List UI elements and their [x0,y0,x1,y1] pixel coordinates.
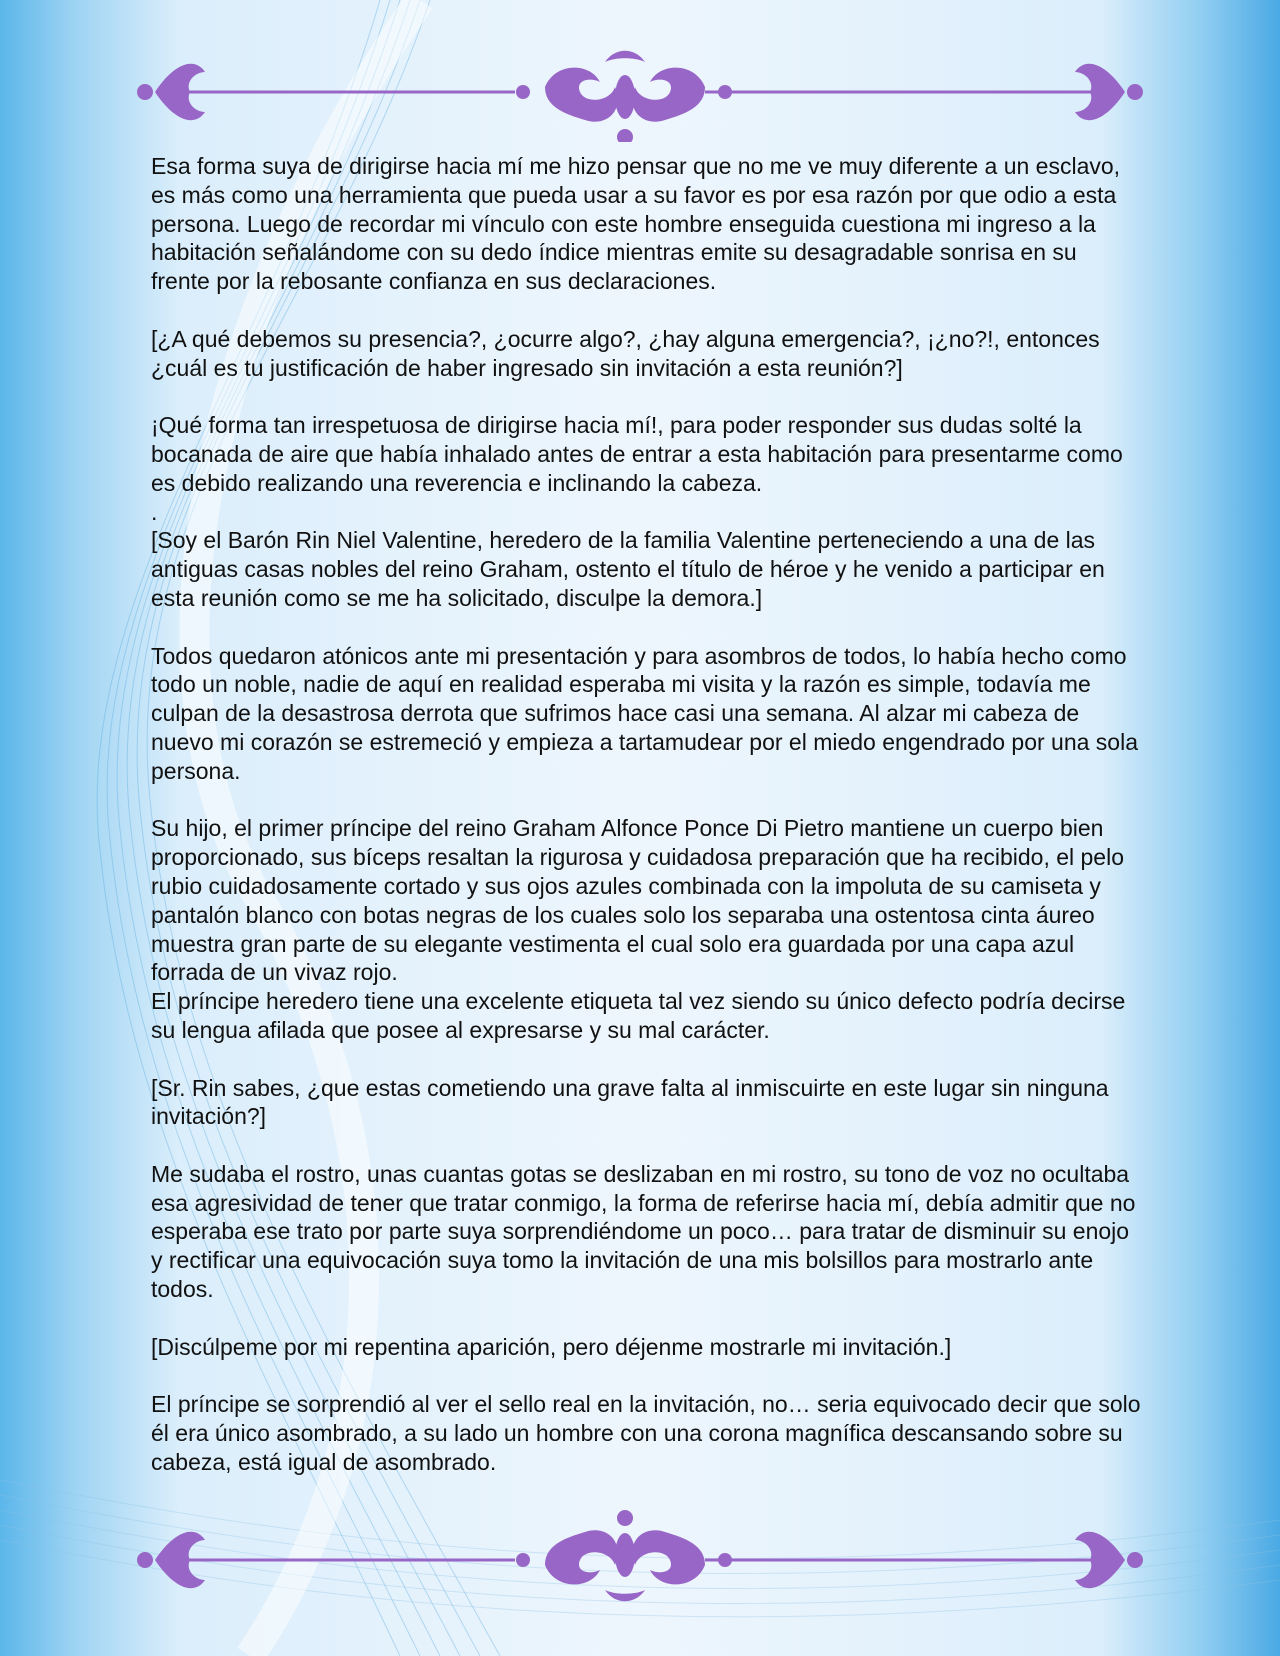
document-body [151,152,1141,1505]
paragraph: Su hijo, el primer príncipe del reino Graham Alfonce Ponce Di Pietro mantiene un cuerpo bien proporcionado, sus bíceps resaltan la rigurosa y cuidadosa preparación que ha recibido, el pelo rubio cuidadosamente cortado y sus ojos azules combinada con la impoluta de su camiseta y pantalón blanco con botas negras de los cuales solo los separaba una ostentosa cinta áureo muestra gran parte de su elegante vestimenta el cual solo era guardada por una capa azul forrada de un vivaz rojo. [151,815,1124,986]
paragraph: [Discúlpeme por mi repentina aparición, pero déjenme mostrarle mi invitación.] [151,1333,952,1360]
paragraph: El príncipe se sorprendió al ver el sello real en la invitación, no… seria equivocado decir que solo él era único asombrado, a su lado un hombre con una corona magnífica descansando sobre su cabeza, está igual de asombrado. [151,1391,1141,1475]
paragraph: ¡Qué forma tan irrespetuosa de dirigirse hacia mí!, para poder responder sus dudas solté la bocanada de aire que había inhalado antes de entrar a esta habitación para presentarme como es debido realizando una reverencia e inclinando la cabeza. [151,412,1123,496]
paragraph: El príncipe heredero tiene una excelente etiqueta tal vez siendo su único defecto podría decirse su lengua afilada que posee al expresarse y su mal carácter. [151,988,1126,1043]
paragraph-separator: . [151,498,158,525]
paragraph: Me sudaba el rostro, unas cuantas gotas se deslizaban en mi rostro, su tono de voz no ocultaba esa agresividad de tener que tratar conmigo, la forma de referirse hacia mí, debía admitir que no esperaba ese trato por parte suya sorprendiéndome un poco… para tratar de disminuir su enojo y rectificar una equivocación suya tomo la invitación de una mis bolsillos para mostrarlo ante todos. [151,1160,1136,1303]
top-ornament [135,42,1145,142]
paragraph: Esa forma suya de dirigirse hacia mí me hizo pensar que no me ve muy diferente a un esclavo, es más como una herramienta que pueda usar a su favor es por esa razón por que odio a esta persona. Luego de recordar mi vínculo con este hombre enseguida cuestiona mi ingreso a la habitación señalándome con su dedo índice mientras emite su desagradable sonrisa en su frente por la rebosante confianza en sus declaraciones. [151,153,1121,295]
paragraph: [¿A qué debemos su presencia?, ¿ocurre algo?, ¿hay alguna emergencia?, ¡¿no?!, entonces ¿cuál es tu justificación de haber ingresado sin invitación a esta reunión?] [151,325,1100,381]
bottom-ornament [135,1510,1145,1610]
paragraph: Todos quedaron atónicos ante mi presentación y para asombros de todos, lo había hecho como todo un noble, nadie de aquí en realidad esperaba mi visita y la razón es simple, todavía me culpan de la desastrosa derrota que sufrimos hace casi una semana. Al alzar mi cabeza de nuevo mi corazón se estremeció y empieza a tartamudear por el miedo engendrado por una sola persona. [151,642,1139,784]
paragraph: [Soy el Barón Rin Niel Valentine, heredero de la familia Valentine perteneciendo a una de las antiguas casas nobles del reino Graham, ostento el título de héroe y he venido a participar en esta reunión como se me ha solicitado, disculpe la demora.] [151,527,1105,611]
paragraph: [Sr. Rin sabes, ¿que estas cometiendo una grave falta al inmiscuirte en este lugar sin ninguna invitación?] [151,1074,1109,1130]
